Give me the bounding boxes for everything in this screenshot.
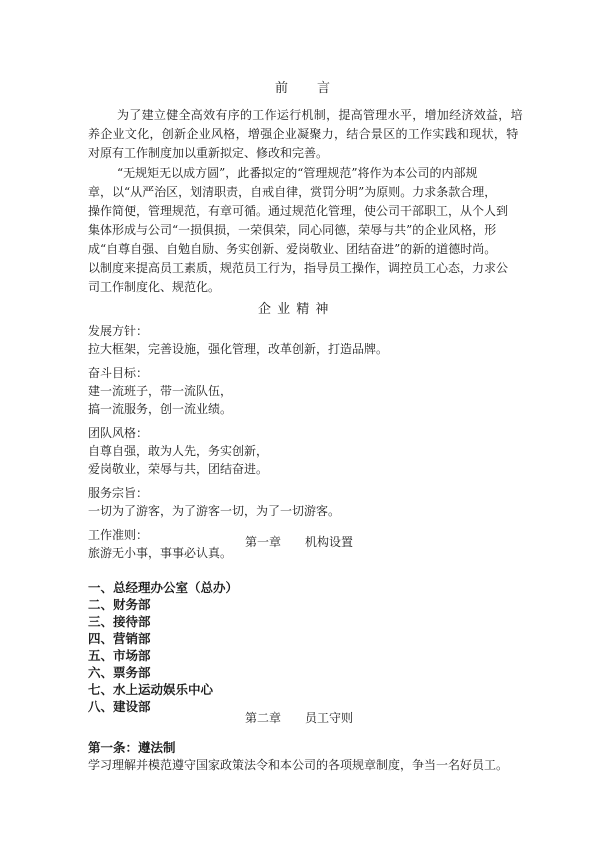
article-1-text: 学习理解并模范遵守国家政策法令和本公司的各项规章制度，争当一名好员工。: [88, 758, 509, 772]
goal-label: 奋斗目标：: [88, 366, 149, 380]
preface-paragraph-2-line-4: 集体形成与公司“一损俱损，一荣俱荣，同心同德，荣辱与共”的企业风格，形: [88, 223, 497, 237]
goal-text-1: 建一流班子，带一流队伍，: [88, 384, 233, 398]
goal-text-2: 搞一流服务，创一流业绩。: [88, 402, 233, 416]
service-text: 一切为了游客，为了游客一切，为了一切游客。: [88, 504, 341, 518]
team-style-text-1: 自尊自强，敢为人先，务实创新，: [88, 444, 269, 458]
spirit-title: 企 业 精 神: [258, 302, 330, 317]
development-text: 拉大框架，完善设施，强化管理，改革创新，打造品牌。: [88, 342, 389, 356]
department-item: 六、票务部: [88, 665, 151, 680]
preface-paragraph-1-line-3: 对原有工作制度加以重新拟定、修改和完善。: [88, 146, 329, 160]
team-style-text-2: 爱岗敬业，荣辱与共，团结奋进。: [88, 462, 269, 476]
work-rule-label: 工作准则：: [88, 528, 149, 542]
preface-paragraph-1-line-2: 养企业文化，创新企业风格，增强企业凝聚力，结合景区的工作实践和现状，特: [88, 127, 519, 141]
preface-paragraph-2-line-1: “无规矩无以成方圆”，此番拟定的“管理规范”将作为本公司的内部规: [117, 166, 478, 180]
development-label: 发展方针：: [88, 324, 149, 338]
department-item: 二、财务部: [88, 597, 151, 612]
service-label: 服务宗旨：: [88, 486, 149, 500]
preface-paragraph-2-line-3: 操作简便，管理规范，有章可循。通过规范化管理，使公司干部职工，从个人到: [88, 204, 509, 218]
chapter-2-title: 第二章 员工守则: [245, 711, 354, 725]
department-item: 八、建设部: [88, 699, 151, 714]
department-item: 五、市场部: [88, 648, 151, 663]
preface-paragraph-1-line-1: 为了建立健全高效有序的工作运行机制，提高管理水平，增加经济效益，培: [117, 108, 523, 122]
department-item: 三、接待部: [88, 614, 151, 629]
department-item: 七、水上运动娱乐中心: [88, 682, 214, 697]
preface-paragraph-2-line-2: 章，以“从严治区，划清职责，自戒自律，赏罚分明”为原则。力求条款合理，: [88, 185, 497, 199]
preface-title: 前 言: [275, 81, 332, 96]
preface-paragraph-2-line-5: 成“自尊自强、自勉自励、务实创新、爱岗敬业、团结奋进”的新的道德时尚。: [88, 242, 497, 256]
chapter-1-title: 第一章 机构设置: [245, 535, 354, 549]
department-item: 一、总经理办公室（总办）: [88, 580, 239, 595]
preface-paragraph-2-line-7: 司工作制度化、规范化。: [88, 280, 221, 294]
article-1-title: 第一条：遵法制: [88, 740, 176, 755]
team-style-label: 团队风格：: [88, 426, 149, 440]
work-rule-text: 旅游无小事，事事必认真。: [88, 546, 233, 560]
department-item: 四、营销部: [88, 631, 151, 646]
preface-paragraph-2-line-6: 以制度来提高员工素质，规范员工行为，指导员工操作，调控员工心态，力求公: [88, 261, 509, 275]
